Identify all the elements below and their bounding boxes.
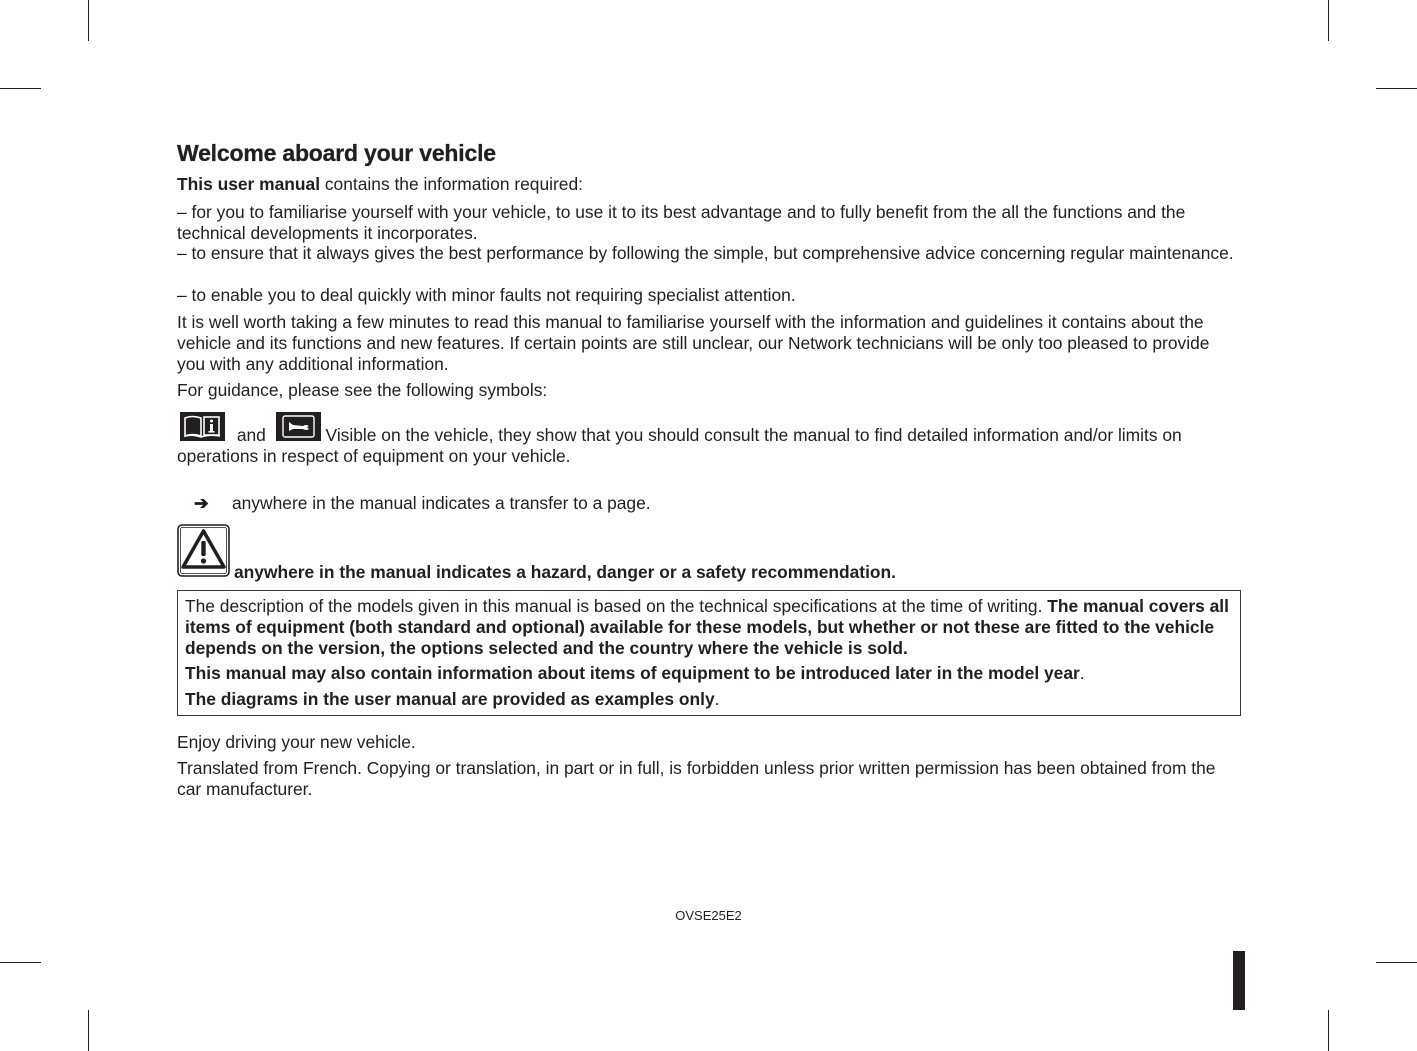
notice-bold-text: The manual covers all items of equipment (both standard and optional) available for these models, but whether or not these are fitted to the vehicle depends on the version, the options selected and the country where the vehicle is sold. (185, 596, 1229, 658)
intro-rest: contains the information required: (320, 174, 583, 194)
crop-mark (1328, 1010, 1329, 1051)
crop-mark (1376, 962, 1417, 963)
closing-text: Enjoy driving your new vehicle. (177, 732, 416, 752)
arrow-symbol-text: anywhere in the manual indicates a transfer to a page. (232, 493, 651, 513)
warning-triangle-icon (177, 564, 230, 581)
bullet-item: – for you to familiarise yourself with your vehicle, to use it to its best advantage and to fully benefit from the all the functions and the technical developments it incorporates. (177, 202, 1186, 243)
symbols-connector: and (236, 425, 266, 445)
bullet-item: – to enable you to deal quickly with minor faults not requiring specialist attention. (177, 285, 796, 305)
notice-paragraph (185, 663, 1233, 684)
intro-paragraph: It is well worth taking a few minutes to read this manual to familiarise yourself with the information and guidelines it contains about the vehicle and its functions and new features. If certain points are still unclear, our Network technicians will be only too pleased to provide you with any additional information. (177, 312, 1210, 374)
page-title: Welcome aboard your vehicle (177, 140, 496, 166)
wrench-icon (276, 412, 321, 446)
intro-bold: This user manual (177, 174, 321, 194)
translation-notice: Translated from French. Copying or translation, in part or in full, is forbidden unless prior written permission has been obtained from the car manufacturer. (177, 758, 1216, 799)
crop-mark (0, 962, 41, 963)
crop-mark (1328, 0, 1329, 41)
intro-text (177, 174, 583, 195)
crop-mark (88, 0, 89, 41)
page-content (177, 139, 1241, 799)
arrow-right-icon: ➔ (194, 493, 209, 513)
warning-symbol-row (177, 524, 897, 582)
arrow-symbol-row (194, 493, 651, 514)
crop-mark (88, 1010, 89, 1051)
symbols-explanation (177, 412, 1237, 467)
guidance-paragraph: For guidance, please see the following symbols: (177, 380, 548, 400)
thumb-index-tab (1233, 951, 1245, 1010)
symbols-description: Visible on the vehicle, they show that you should consult the manual to find detailed information and/or limits on operations in respect of equipment on your vehicle. (177, 425, 1182, 466)
crop-mark (1376, 88, 1417, 89)
warning-symbol-text: anywhere in the manual indicates a hazard, danger or a safety recommendation. (234, 562, 897, 582)
notice-text: . (714, 689, 720, 710)
notice-box (177, 590, 1241, 716)
notice-bold-text: This manual may also contain information about items of equipment to be introduced later in the model year (185, 663, 1080, 684)
notice-text: . (1079, 663, 1085, 684)
notice-paragraph (185, 689, 1233, 710)
bullet-item: – to ensure that it always gives the best performance by following the simple, but comprehensive advice concerning regular maintenance. (177, 243, 1234, 263)
notice-text: The description of the models given in this manual is based on the technical specifications at the time of writing. (185, 596, 1048, 616)
book-info-icon (180, 412, 225, 446)
crop-mark (0, 88, 41, 89)
notice-paragraph (185, 596, 1233, 658)
document-code: OVSE25E2 (675, 908, 742, 923)
notice-bold-text: The diagrams in the user manual are provided as examples only (185, 689, 715, 710)
